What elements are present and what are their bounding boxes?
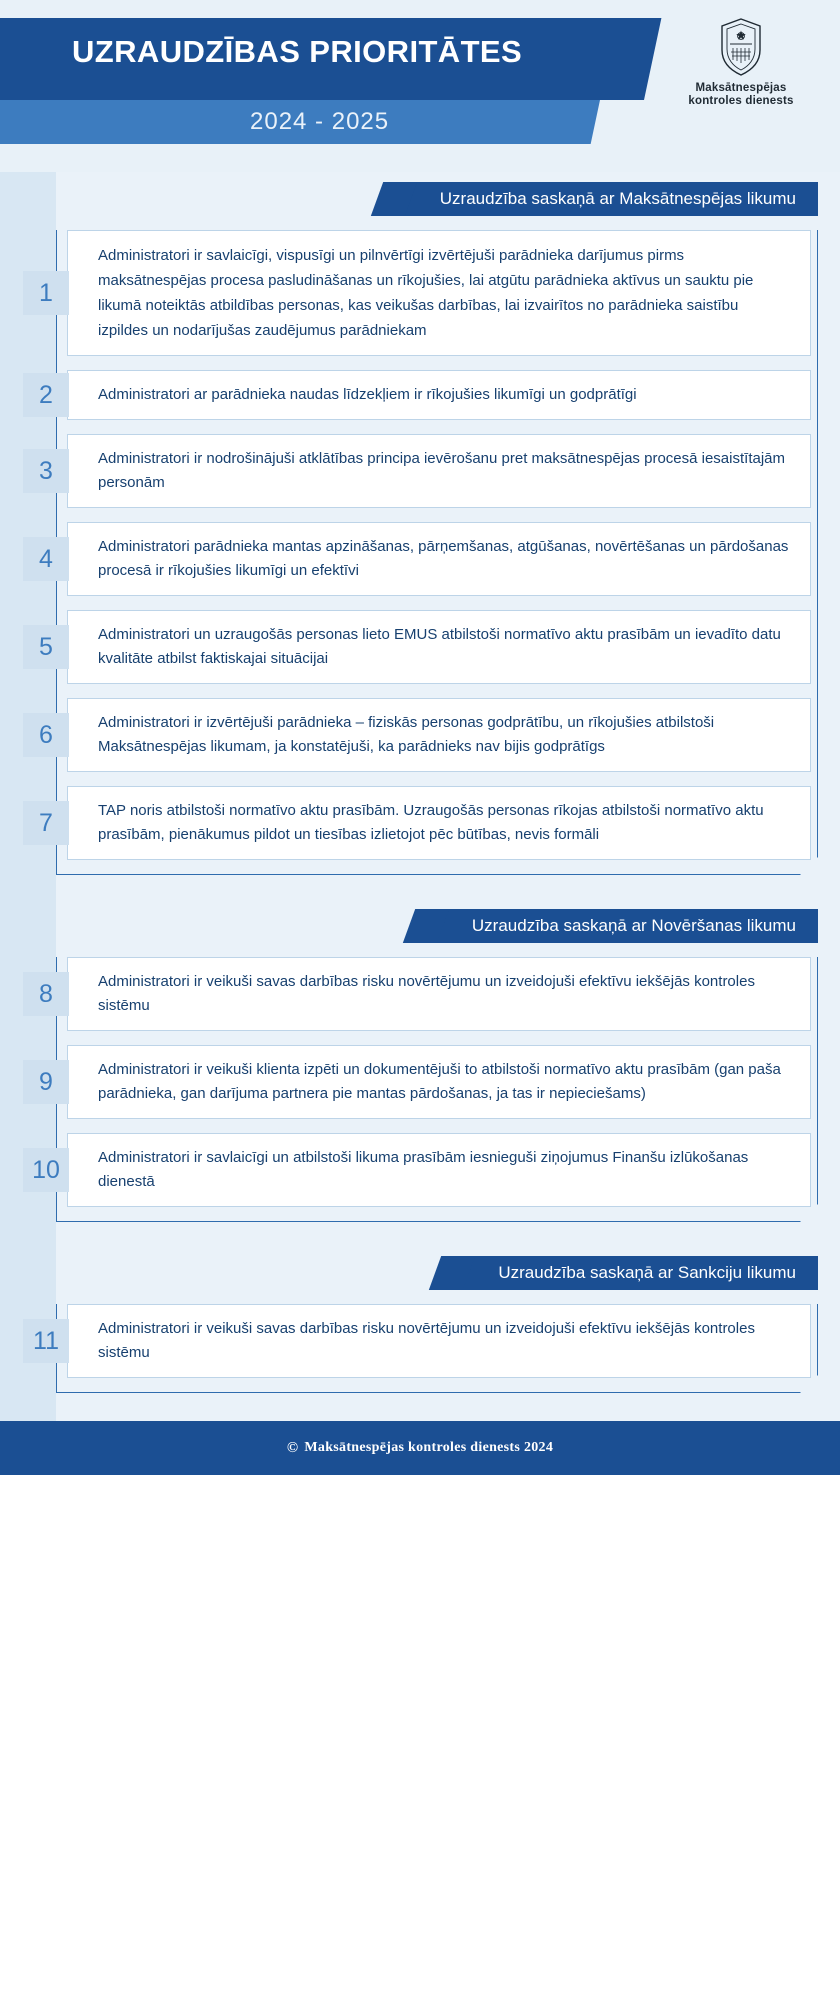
section-gap-1	[0, 875, 840, 909]
organization-logo	[666, 16, 816, 108]
priority-text: TAP noris atbilstoši normatīvo aktu prasībām. Uzraugošās personas rīkojas atbilstoši normatīvo aktu prasībām, pienākumus pildot un tiesības izlietojot pēc būtības, nevis formāli	[67, 786, 811, 860]
priority-number: 5	[23, 625, 69, 669]
poster-footer	[0, 1421, 840, 1475]
page-subtitle: 2024 - 2025	[250, 108, 390, 135]
section-body-2	[32, 957, 818, 1222]
priority-item	[39, 957, 817, 1031]
priority-number: 11	[23, 1319, 69, 1363]
priority-number: 9	[23, 1060, 69, 1104]
priority-text: Administratori ir veikuši klienta izpēti un dokumentējuši to atbilstoši normatīvo aktu prasībām (gan paša parādnieka, gan darījuma partnera pie mantas pārdošanas, ja tas ir nepieciešams)	[67, 1045, 811, 1119]
priority-item	[33, 1304, 817, 1378]
priority-number: 8	[23, 972, 69, 1016]
priority-number: 6	[23, 713, 69, 757]
page-title: UZRAUDZĪBAS PRIORITĀTES	[72, 34, 523, 69]
priority-text: Administratori ir veikuši savas darbības risku novērtējumu un izveidojuši efektīvu iekšējās kontroles sistēmu	[67, 1304, 811, 1378]
section-title-1: Uzraudzība saskaņā ar Maksātnespējas likumu	[394, 182, 818, 216]
section-title-2: Uzraudzība saskaņā ar Novēršanas likumu	[426, 909, 818, 943]
priority-item	[39, 370, 817, 420]
priority-number: 7	[23, 801, 69, 845]
priority-item	[39, 230, 817, 356]
priority-item	[39, 434, 817, 508]
priority-number: 2	[23, 373, 69, 417]
section-body-3	[33, 1304, 818, 1393]
priority-text: Administratori ir nodrošinājuši atklātības principa ievērošanu pret maksātnespējas procesā iesaistītajām personām	[67, 434, 811, 508]
priority-text: Administratori ar parādnieka naudas līdzekļiem ir rīkojušies likumīgi un godprātīgi	[67, 370, 811, 420]
logo-text-line2: kontroles dienests	[688, 95, 794, 107]
priority-item	[32, 1133, 817, 1207]
priority-item	[39, 698, 817, 772]
poster-content	[0, 172, 840, 1421]
copyright-icon: ©	[286, 1439, 299, 1456]
priority-item	[39, 786, 817, 860]
priority-text: Administratori ir savlaicīgi un atbilstoši likuma prasībām iesnieguši ziņojumus Finanšu izlūkošanas dienestā	[67, 1133, 811, 1207]
section-header-1	[0, 182, 840, 216]
coat-of-arms-icon	[714, 16, 768, 78]
priority-number: 4	[23, 537, 69, 581]
section-header-2	[0, 909, 840, 943]
content-bottom-spacer	[0, 1393, 840, 1421]
priority-number: 10	[23, 1148, 69, 1192]
section-header-3	[0, 1256, 840, 1290]
content-top-spacer	[0, 172, 840, 182]
priority-text: Administratori ir veikuši savas darbības risku novērtējumu un izveidojuši efektīvu iekšējās kontroles sistēmu	[67, 957, 811, 1031]
left-accent-strip	[0, 172, 56, 1421]
priority-text: Administratori ir savlaicīgi, vispusīgi un pilnvērtīgi izvērtējuši parādnieka darījumus pirms maksātnespējas procesa pasludināšanas un rīkojušies, lai atgūtu parādnieka aktīvus un sauktu pie likumā noteiktās atbildības personas, kas veikušas darbības, lai izvairītos no parādnieka saistību izpildes un nodarījušas zaudējumus parādniekam	[67, 230, 811, 356]
priority-item	[39, 610, 817, 684]
priority-number: 1	[23, 271, 69, 315]
section-gap-2	[0, 1222, 840, 1256]
priority-text: Administratori ir izvērtējuši parādnieka – fiziskās personas godprātību, un rīkojušies atbilstoši Maksātnespējas likumam, ja konstatējuši, ka parādnieks nav bijis godprātīgs	[67, 698, 811, 772]
priority-number: 3	[23, 449, 69, 493]
poster-header	[0, 0, 840, 172]
priority-item	[39, 522, 817, 596]
priority-item	[39, 1045, 817, 1119]
logo-text-line1: Maksātnespējas	[695, 82, 787, 94]
priority-text: Administratori parādnieka mantas apzināšanas, pārņemšanas, atgūšanas, novērtēšanas un pārdošanas procesā ir rīkojušies likumīgi un efektīvi	[67, 522, 811, 596]
footer-text: Maksātnespējas kontroles dienests 2024	[304, 1440, 554, 1455]
section-body-1	[39, 230, 818, 875]
section-title-3: Uzraudzība saskaņā ar Sankciju likumu	[452, 1256, 818, 1290]
priority-text: Administratori un uzraugošās personas lieto EMUS atbilstoši normatīvo aktu prasībām un ievadīto datu kvalitāte atbilst faktiskajai situācijai	[67, 610, 811, 684]
